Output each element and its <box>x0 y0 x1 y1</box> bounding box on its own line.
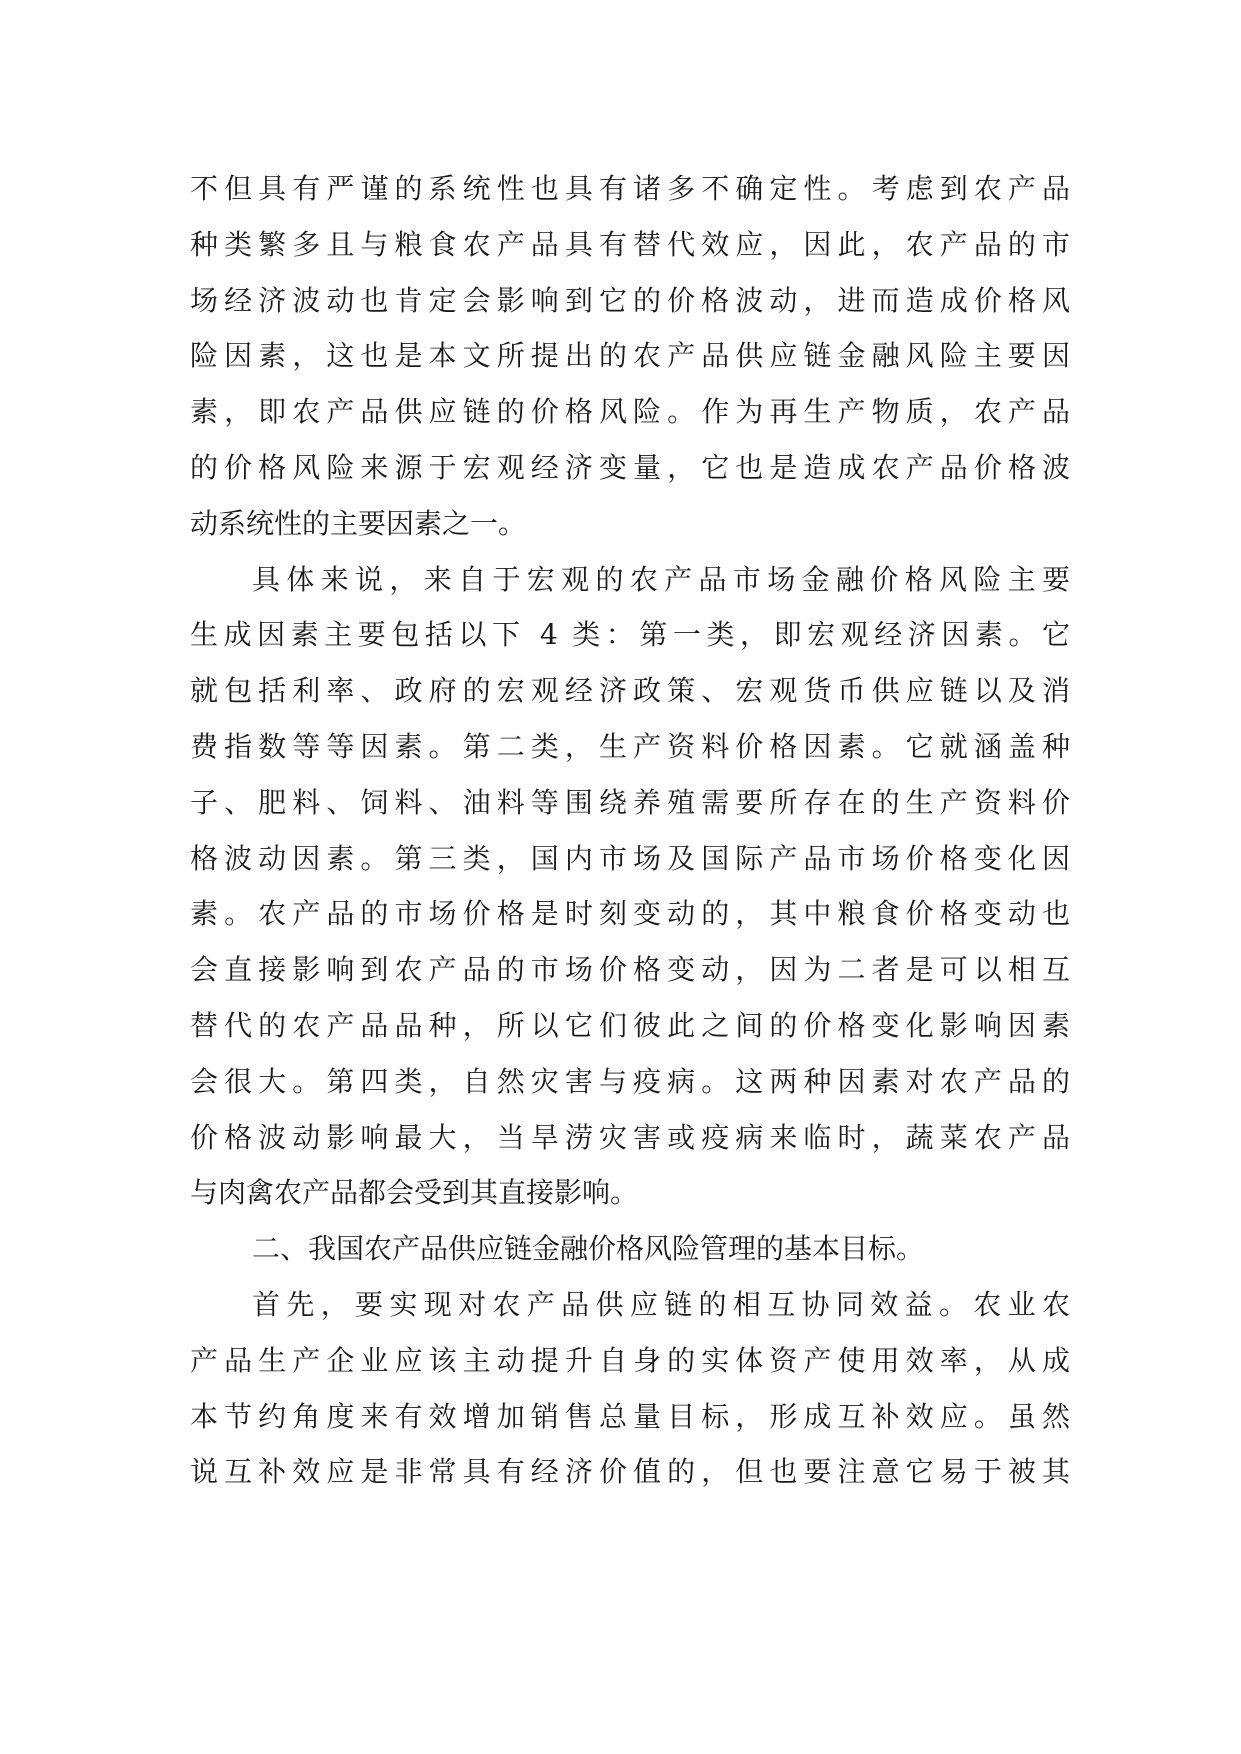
text-line: 素。农产品的市场价格是时刻变动的，其中粮食价格变动也 <box>190 897 1070 931</box>
text-line: 生成因素主要包括以下 4 类：第一类，即宏观经济因素。它 <box>190 618 1070 652</box>
text-line: 的价格风险来源于宏观经济变量，它也是造成农产品价格波 <box>190 450 1070 484</box>
text-line: 格波动因素。第三类，国内市场及国际产品市场价格变化因 <box>190 841 1070 875</box>
text-line: 不但具有严谨的系统性也具有诸多不确定性。考虑到农产品 <box>190 172 1070 205</box>
text-line: 场经济波动也肯定会影响到它的价格波动，进而造成价格风 <box>190 283 1070 317</box>
text-line: 替代的农产品品种，所以它们彼此之间的价格变化影响因素 <box>190 1008 1070 1042</box>
text-line: 素，即农产品供应链的价格风险。作为再生产物质，农产品 <box>190 395 1070 429</box>
text-line: 与肉禽农产品都会受到其直接影响。 <box>190 1176 639 1210</box>
text-line: 具体来说，来自于宏观的农产品市场金融价格风险主要 <box>252 562 1070 596</box>
text-line: 动系统性的主要因素之一。 <box>190 506 527 540</box>
body-text <box>190 161 1070 1500</box>
text-line: 说互补效应是非常具有经济价值的，但也要注意它易于被其 <box>190 1455 1070 1489</box>
text-line: 子、肥料、饲料、油料等围绕养殖需要所存在的生产资料价 <box>190 785 1070 819</box>
text-line: 就包括利率、政府的宏观经济政策、宏观货币供应链以及消 <box>190 674 1070 708</box>
text-line: 种类繁多且与粮食农产品具有替代效应，因此，农产品的市 <box>190 227 1070 261</box>
text-line: 费指数等等因素。第二类，生产资料价格因素。它就涵盖种 <box>190 729 1070 763</box>
text-line: 会直接影响到农产品的市场价格变动，因为二者是可以相互 <box>190 953 1070 987</box>
text-line: 产品生产企业应该主动提升自身的实体资产使用效率，从成 <box>190 1343 1070 1377</box>
text-line: 会很大。第四类，自然灾害与疫病。这两种因素对农产品的 <box>190 1064 1070 1098</box>
text-line: 险因素，这也是本文所提出的农产品供应链金融风险主要因 <box>190 339 1070 373</box>
text-line: 本节约角度来有效增加销售总量目标，形成互补效应。虽然 <box>190 1399 1070 1433</box>
text-line: 价格波动影响最大，当旱涝灾害或疫病来临时，蔬菜农产品 <box>190 1120 1070 1154</box>
text-line: 首先，要实现对农产品供应链的相互协同效益。农业农 <box>252 1287 1070 1321</box>
text-line: 二、我国农产品供应链金融价格风险管理的基本目标。 <box>252 1232 925 1266</box>
